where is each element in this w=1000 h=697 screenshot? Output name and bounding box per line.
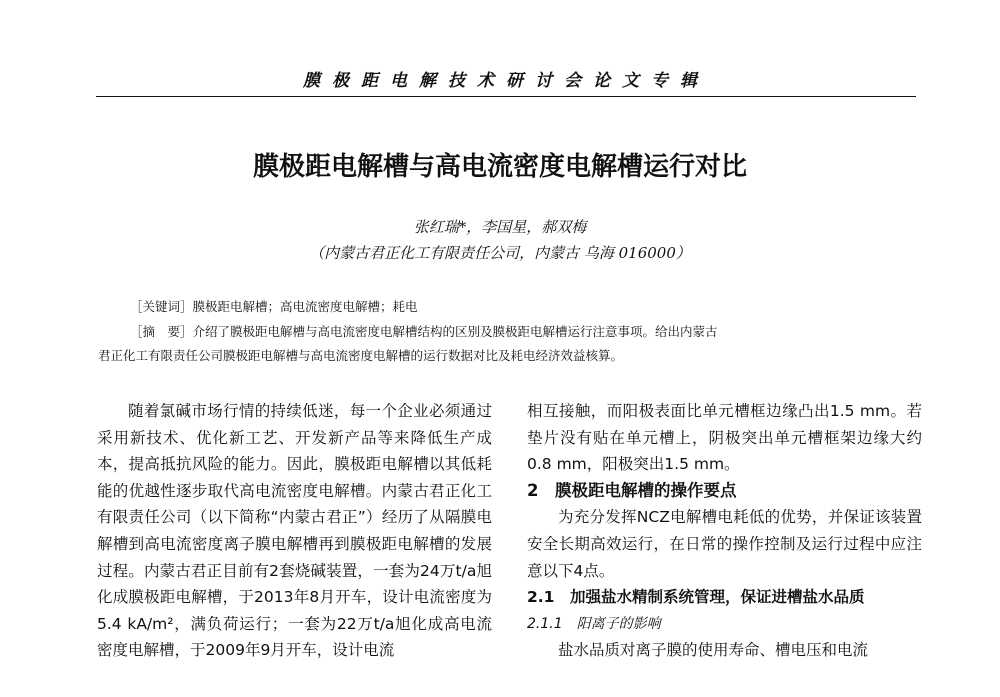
section-heading-2-1-1: 2.1.1 阳离子的影响 bbox=[527, 615, 661, 632]
running-header: 膜极距电解技术研讨会论文专辑 bbox=[303, 71, 709, 91]
body-paragraph: 随着氯碱市场行情的持续低迷，每一个企业必须通过采用新技术、优化新工艺、开发新产品等来降低生产成本，提高抵抗风险的能力。因此，膜极距电解槽以其低耗能的优越性逐步取代高电流密度电解槽。内蒙古君正化工有限责任公司（以下简称“内蒙古君正”）经历了从隔膜电解槽到高电流密度离子膜电解槽再到膜极距电解槽的发展过程。内蒙古君正目前有2套烧碱装置，一套为24万t/a旭化成膜极距电解槽，于2013年8月开车，设计电流密度为5.4 kA/m²，满负荷运行；一套为22万t/a旭化成高电流密度电解槽，于2009年9月开车，设计电流 bbox=[97, 402, 492, 660]
affiliation: （内蒙古君正化工有限责任公司，内蒙古 乌海 016000） bbox=[309, 244, 691, 262]
abstract-line-2: 君正化工有限责任公司膜极距电解槽与高电流密度电解槽的运行数据对比及耗电经济效益核算。 bbox=[98, 348, 624, 363]
keywords-text: 膜极距电解槽；高电流密度电解槽；耗电 bbox=[192, 299, 418, 314]
body-paragraph: 盐水品质对离子膜的使用寿命、槽电压和电流 bbox=[558, 641, 869, 660]
abstract bbox=[98, 320, 890, 368]
body-paragraph-continued: 相互接触，而阳极表面比单元槽框边缘凸出1.5 mm。若垫片没有贴在单元槽上，阴极突出单元槽框架边缘大约0.8 mm，阳极突出1.5 mm。 bbox=[527, 402, 922, 474]
keywords bbox=[130, 297, 890, 315]
body-paragraph: 为充分发挥NCZ电解槽电耗低的优势，并保证该装置安全长期高效运行，在日常的操作控制及运行过程中应注意以下4点。 bbox=[527, 508, 922, 580]
section-heading-2: 2 膜极距电解槽的操作要点 bbox=[527, 480, 737, 500]
abstract-line-1: 介绍了膜极距电解槽与高电流密度电解槽结构的区别及膜极距电解槽运行注意事项。给出内蒙古 bbox=[192, 324, 718, 339]
header-rule bbox=[96, 96, 916, 97]
right-column bbox=[527, 398, 922, 664]
keywords-label: ［关键词］ bbox=[130, 299, 193, 314]
abstract-label: ［摘 要］ bbox=[130, 324, 193, 339]
authors: 张红瑞*，李国星，郝双梅 bbox=[413, 218, 587, 236]
section-heading-2-1: 2.1 加强盐水精制系统管理，保证进槽盐水品质 bbox=[527, 588, 865, 607]
paper-title: 膜极距电解槽与高电流密度电解槽运行对比 bbox=[252, 152, 747, 182]
left-column bbox=[97, 398, 492, 664]
